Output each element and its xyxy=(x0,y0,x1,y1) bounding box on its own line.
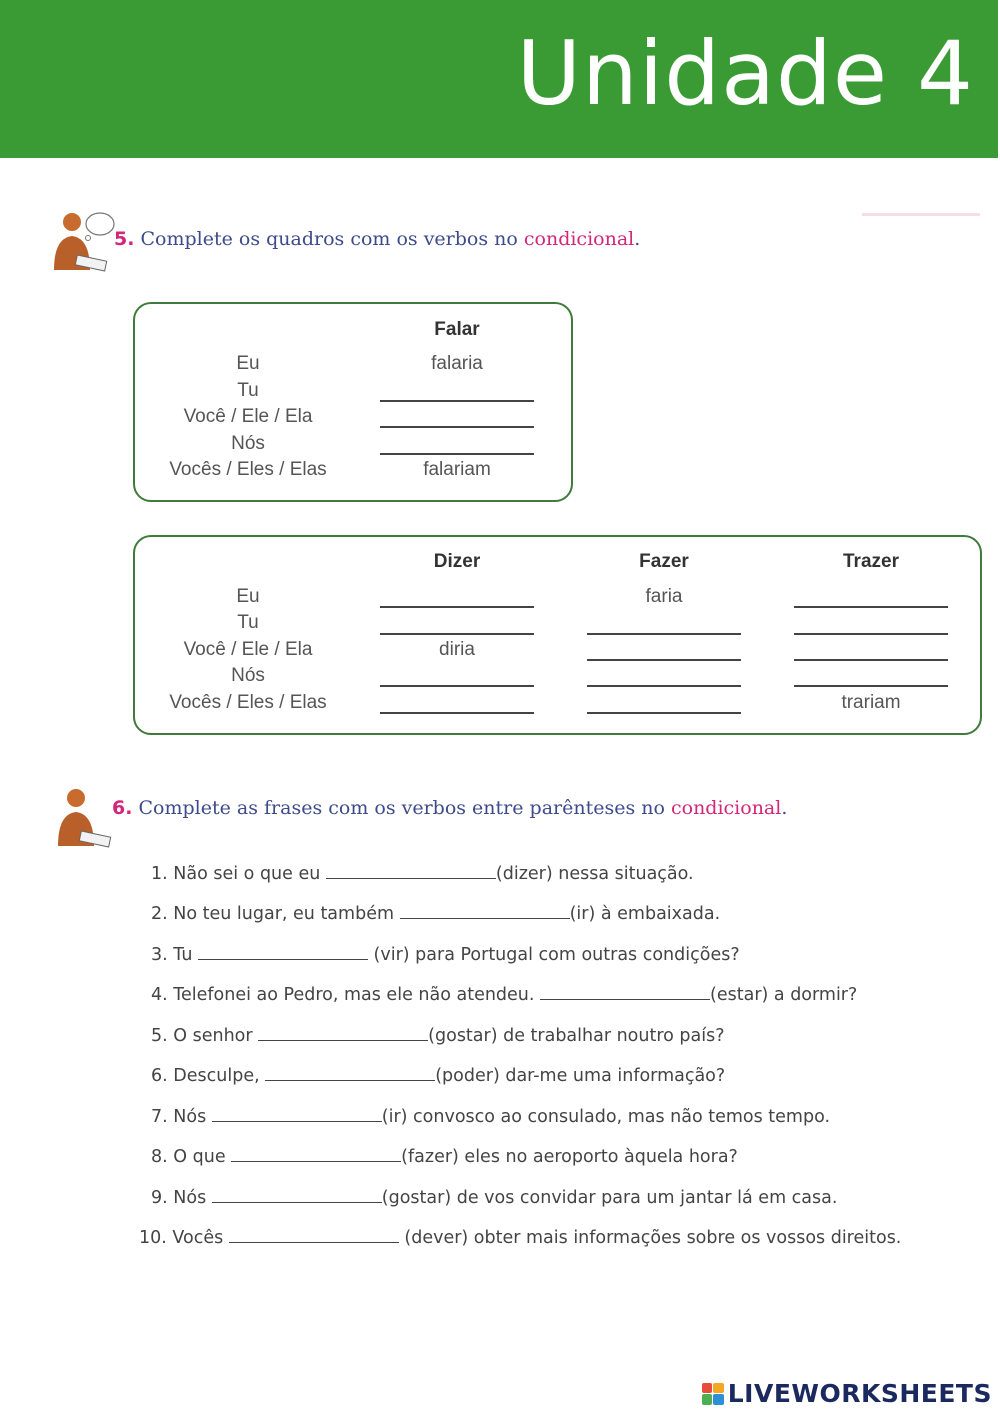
pronoun-label: Eu xyxy=(236,353,260,374)
instruction-text: Complete as frases com os verbos entre parênteses no xyxy=(138,797,665,819)
pronoun-label: Nós xyxy=(231,665,265,686)
sentence-item xyxy=(151,945,740,965)
instruction-highlight: condicional xyxy=(523,228,635,250)
answer-blank-fazer-tu[interactable] xyxy=(587,633,741,635)
liveworksheets-logo-icon xyxy=(702,1383,724,1405)
thinking-student-icon xyxy=(48,208,116,278)
answer-blank-dizer-tu[interactable] xyxy=(380,633,534,635)
exercise-number: 6. xyxy=(112,797,133,819)
sentence-text: Não sei o que eu xyxy=(173,864,321,884)
page-title: Unidade 4 xyxy=(516,22,974,125)
liveworksheets-watermark xyxy=(702,1379,992,1408)
answer-blank[interactable] xyxy=(231,1147,401,1162)
sentence-text: (estar) a dormir? xyxy=(710,985,858,1005)
sentence-text: (gostar) de vos convidar para um jantar lá em casa. xyxy=(381,1188,838,1208)
sentence-text: O senhor xyxy=(173,1026,253,1046)
answer-blank-dizer-nos[interactable] xyxy=(380,685,534,687)
sentence-number: 7. xyxy=(151,1107,168,1127)
sentence-text: (gostar) de trabalhar noutro país? xyxy=(428,1026,725,1046)
sentence-item xyxy=(151,1188,837,1208)
sentence-item xyxy=(151,1107,830,1127)
answer-blank[interactable] xyxy=(258,1026,428,1041)
answer-blank-falar-nos[interactable] xyxy=(380,453,534,455)
sentence-text: O que xyxy=(173,1147,226,1167)
header-banner xyxy=(0,0,998,158)
sentence-text: Desculpe, xyxy=(173,1066,260,1086)
sentence-text: No teu lugar, eu também xyxy=(173,904,395,924)
sentence-text: (ir) convosco ao consulado, mas não temos tempo. xyxy=(381,1107,831,1127)
answer-blank-falar-voce[interactable] xyxy=(380,426,534,428)
given-answer: trariam xyxy=(841,692,901,713)
given-answer: faria xyxy=(645,586,683,607)
sentence-text: (poder) dar-me uma informação? xyxy=(435,1066,726,1086)
sentence-text: (fazer) eles no aeroporto àquela hora? xyxy=(401,1147,738,1167)
instruction-highlight: condicional xyxy=(670,797,782,819)
sentence-number: 2. xyxy=(151,904,168,924)
answer-blank-fazer-voces[interactable] xyxy=(587,712,741,714)
sentence-item xyxy=(151,1026,725,1046)
pronoun-label: Você / Ele / Ela xyxy=(183,406,313,427)
sentence-number: 1. xyxy=(151,864,168,884)
sentence-number: 5. xyxy=(151,1026,168,1046)
sentence-text: Telefonei ao Pedro, mas ele não atendeu. xyxy=(173,985,535,1005)
sentence-text: (vir) para Portugal com outras condições? xyxy=(367,945,740,965)
exercise-6-instruction xyxy=(112,797,787,819)
watermark-text: LIVEWORKSHEETS xyxy=(727,1379,992,1408)
pronoun-label: Tu xyxy=(237,612,259,633)
sentence-text: (ir) à embaixada. xyxy=(569,904,721,924)
pronoun-label: Eu xyxy=(236,586,260,607)
given-answer: falaria xyxy=(431,353,483,374)
answer-blank-falar-tu[interactable] xyxy=(380,400,534,402)
sentence-number: 9. xyxy=(151,1188,168,1208)
sentence-item xyxy=(151,1147,738,1167)
sentence-text: Tu xyxy=(173,945,193,965)
answer-blank-trazer-nos[interactable] xyxy=(794,685,948,687)
sentence-item xyxy=(151,1066,725,1086)
sentence-number: 4. xyxy=(151,985,168,1005)
answer-blank[interactable] xyxy=(212,1107,382,1122)
sentence-text: Vocês xyxy=(172,1228,224,1248)
given-answer: falariam xyxy=(423,459,491,480)
answer-blank[interactable] xyxy=(540,985,710,1000)
pronoun-label: Nós xyxy=(231,433,265,454)
answer-blank-trazer-voce[interactable] xyxy=(794,659,948,661)
pronoun-label: Vocês / Eles / Elas xyxy=(169,459,327,480)
answer-blank[interactable] xyxy=(229,1228,399,1243)
verb-header-trazer: Trazer xyxy=(843,551,899,572)
sentence-text: Nós xyxy=(173,1107,207,1127)
answer-blank-dizer-voces[interactable] xyxy=(380,712,534,714)
sentence-number: 8. xyxy=(151,1147,168,1167)
sentence-item xyxy=(151,985,857,1005)
answer-blank[interactable] xyxy=(400,904,570,919)
answer-blank-dizer-eu[interactable] xyxy=(380,606,534,608)
sentence-text: (dizer) nessa situação. xyxy=(495,864,694,884)
answer-blank[interactable] xyxy=(326,864,496,879)
pronoun-label: Tu xyxy=(237,380,259,401)
sentence-item xyxy=(151,864,694,884)
sentence-item xyxy=(151,904,720,924)
instruction-end: . xyxy=(781,797,788,819)
answer-blank[interactable] xyxy=(212,1188,382,1203)
instruction-end: . xyxy=(634,228,641,250)
sentence-text: Nós xyxy=(173,1188,207,1208)
sentence-text: (dever) obter mais informações sobre os vossos direitos. xyxy=(398,1228,902,1248)
given-answer: diria xyxy=(439,639,475,660)
sentence-number: 6. xyxy=(151,1066,168,1086)
answer-blank-trazer-eu[interactable] xyxy=(794,606,948,608)
sentence-item xyxy=(139,1228,901,1248)
exercise-5-instruction xyxy=(114,228,640,250)
answer-blank-fazer-voce[interactable] xyxy=(587,659,741,661)
verb-header-fazer: Fazer xyxy=(639,551,689,572)
answer-blank-trazer-tu[interactable] xyxy=(794,633,948,635)
pronoun-label: Vocês / Eles / Elas xyxy=(169,692,327,713)
sentence-number: 3. xyxy=(151,945,168,965)
answer-blank[interactable] xyxy=(198,945,368,960)
verb-header-dizer: Dizer xyxy=(433,551,481,572)
instruction-text: Complete os quadros com os verbos no xyxy=(140,228,518,250)
reading-student-icon xyxy=(50,784,118,854)
answer-blank-fazer-nos[interactable] xyxy=(587,685,741,687)
verb-header-falar: Falar xyxy=(434,319,480,340)
pronoun-label: Você / Ele / Ela xyxy=(183,639,313,660)
sentence-number: 10. xyxy=(139,1228,167,1248)
exercise-number: 5. xyxy=(114,228,135,250)
answer-blank[interactable] xyxy=(265,1066,435,1081)
decorative-line xyxy=(862,213,980,216)
